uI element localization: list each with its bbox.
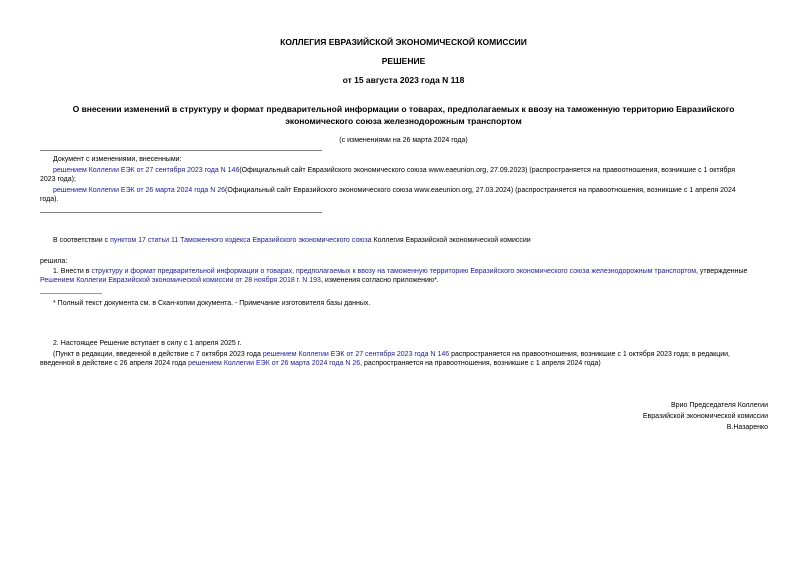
preamble-start: В соответствии с	[53, 237, 111, 244]
item1-mid: , утвержденные	[696, 268, 748, 275]
item1-link-structure[interactable]: структуру и формат предварительной информации о товарах, предполагаемых к ввозу на таможенную территорию Евразийского экономического союза железнодорожным транспортом	[91, 268, 697, 275]
change-item-1	[40, 166, 768, 185]
org-name: КОЛЛЕГИЯ ЕВРАЗИЙСКОЙ ЭКОНОМИЧЕСКОЙ КОМИССИИ	[280, 37, 527, 47]
item2-note-a: (Пункт в редакции, введенной в действие с 7 октября 2023 года	[53, 351, 263, 358]
footnote-divider	[40, 293, 102, 294]
change-2-link[interactable]: решением Коллегии ЕЭК от 26 марта 2024 года N 26	[53, 187, 226, 194]
change-2-text: (Официальный сайт Евразийского экономического союза www.eaeunion.org, 27.03.2024) (распространяется на правоотношения, возникшие с 1 апреля 2024	[225, 187, 736, 194]
footnote: * Полный текст документа см. в Скан-копии документа. - Примечание изготовителя базы данных.	[53, 300, 371, 307]
item1-start: 1. Внести в	[53, 268, 92, 275]
change-1-end: 2023 года);	[40, 176, 76, 184]
change-2-end: года).	[40, 196, 59, 204]
item1-link-decision[interactable]: Решением Коллегии Евразийской экономической комиссии от 28 ноября 2018 г. N 193	[40, 277, 321, 285]
decided-label: решила:	[40, 258, 68, 265]
change-1-link[interactable]: решением Коллегии ЕЭК от 27 сентября 2023 года N 146	[53, 167, 240, 174]
item1-end: , изменения согласно приложению*.	[320, 277, 439, 285]
change-1-text: (Официальный сайт Евразийского экономического союза www.eaeunion.org, 27.09.2023) (распространяется на правоотношения, возникшие с 1 октября	[239, 167, 736, 174]
signature-org: Евразийской экономической комиссии	[642, 413, 768, 420]
signature-title: Врио Председателя Коллегии	[671, 402, 768, 409]
amended-note: (с изменениями на 26 марта 2024 года)	[339, 137, 468, 144]
item2-note-link-2[interactable]: решением Коллегии ЕЭК от 26 марта 2024 года N 26	[188, 360, 361, 368]
doc-type: РЕШЕНИЕ	[381, 56, 426, 66]
preamble-end: Коллегия Евразийской экономической комиссии	[371, 237, 531, 244]
divider-top	[40, 150, 322, 151]
item2-note-b: распространяется на правоотношения, возникшие с 1 октября 2023 года; в редакции,	[449, 351, 730, 358]
preamble-link[interactable]: пунктом 17 статьи 11 Таможенного кодекса Евразийского экономического союза	[110, 237, 372, 244]
decision-item-1	[40, 267, 768, 286]
item2-note-c: введенной в действие с 26 апреля 2024 года	[40, 360, 189, 368]
divider-bottom	[40, 212, 322, 213]
item2-note-d: , распространяется на правоотношения, возникшие с 1 апреля 2024 года)	[360, 360, 601, 368]
signature-name: В.Назаренко	[726, 424, 768, 431]
doc-date-number: от 15 августа 2023 года N 118	[342, 75, 465, 85]
doc-title-line1: О внесении изменений в структуру и формат предварительной информации о товарах, предполагаемых к ввозу на таможенную территорию Евразийского	[72, 104, 735, 114]
preamble	[40, 236, 781, 245]
decision-item-2: 2. Настоящее Решение вступает в силу с 1 апреля 2025 г.	[53, 340, 242, 347]
change-item-2	[40, 186, 768, 205]
item2-note-link-1[interactable]: решением Коллегии ЕЭК от 27 сентября 2023 года N 146	[262, 351, 450, 358]
item2-note	[40, 350, 768, 369]
doc-title-line2: экономического союза железнодорожным транспортом	[285, 116, 522, 126]
changes-intro: Документ с изменениями, внесенными:	[53, 156, 182, 163]
